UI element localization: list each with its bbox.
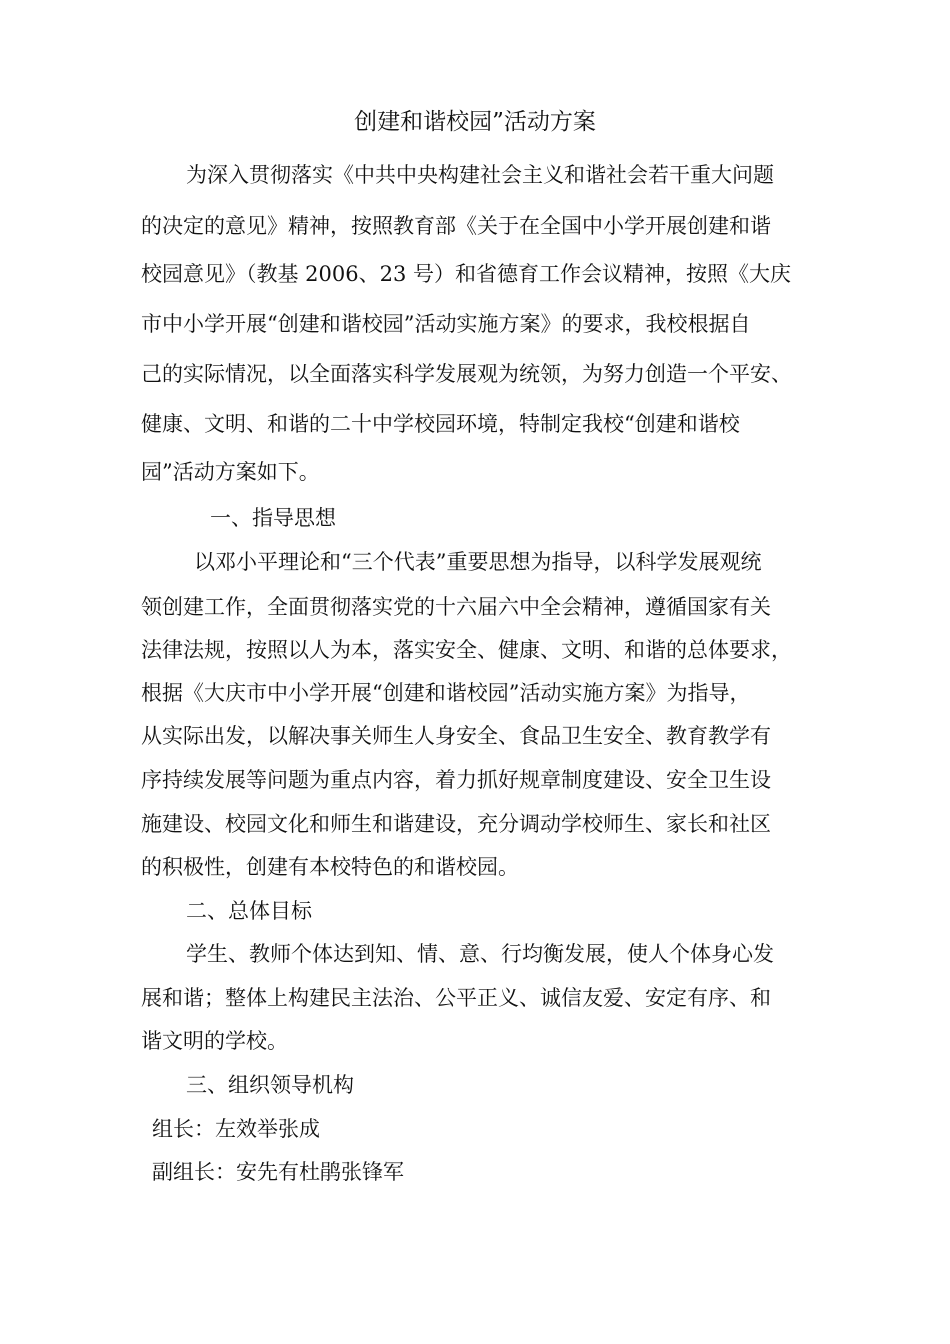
intro-line-3: 校园意见》（教基 2006、23 号）和省德育工作会议精神，按照《大庆	[141, 262, 792, 286]
guiding-line-2: 领创建工作，全面贯彻落实党的十六届六中全会精神，遵循国家有关	[141, 595, 771, 619]
intro-line-1: 为深入贯彻落实《中共中央构建社会主义和谐社会若干重大问题	[186, 163, 774, 187]
section-heading-guiding: 一、指导思想	[210, 506, 336, 530]
guiding-line-6: 序持续发展等问题为重点内容，着力抓好规章制度建设、安全卫生设	[141, 768, 771, 792]
intro-line-4: 市中小学开展“创建和谐校园”活动实施方案》的要求，我校根据自	[141, 312, 751, 336]
section-heading-goals: 二、总体目标	[186, 899, 312, 923]
intro-line-7: 园”活动方案如下。	[141, 460, 320, 484]
intro-line-2: 的决定的意见》精神，按照教育部《关于在全国中小学开展创建和谐	[141, 214, 771, 238]
goals-line-2: 展和谐；整体上构建民主法治、公平正义、诚信友爱、安定有序、和	[141, 986, 771, 1010]
document-title: 创建和谐校园”活动方案	[354, 109, 596, 135]
section-heading-organization: 三、组织领导机构	[186, 1073, 354, 1097]
goals-line-3: 谐文明的学校。	[141, 1029, 288, 1053]
guiding-line-8: 的积极性，创建有本校特色的和谐校园。	[141, 855, 519, 879]
guiding-line-5: 从实际出发，以解决事关师生人身安全、食品卫生安全、教育教学有	[141, 724, 771, 748]
intro-line-6: 健康、文明、和谐的二十中学校园环境，特制定我校“创建和谐校	[141, 412, 740, 436]
guiding-line-7: 施建设、校园文化和师生和谐建设，充分调动学校师生、家长和社区	[141, 812, 771, 836]
leader-line: 组长：左效举张成	[152, 1117, 320, 1141]
intro-line-5: 己的实际情况，以全面落实科学发展观为统领，为努力创造一个平安、	[141, 362, 792, 386]
deputy-leader-line: 副组长：安先有杜鹃张锋军	[152, 1160, 404, 1184]
guiding-line-4: 根据《大庆市中小学开展“创建和谐校园”活动实施方案》为指导，	[141, 681, 751, 705]
guiding-line-3: 法律法规，按照以人为本，落实安全、健康、文明、和谐的总体要求，	[141, 638, 792, 662]
guiding-line-1: 以邓小平理论和“三个代表”重要思想为指导，以科学发展观统	[194, 550, 762, 574]
goals-line-1: 学生、教师个体达到知、情、意、行均衡发展，使人个体身心发	[186, 942, 774, 966]
